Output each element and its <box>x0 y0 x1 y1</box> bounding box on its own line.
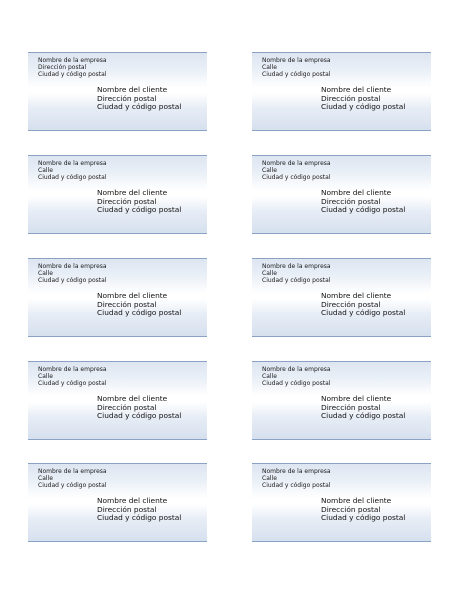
sender-city: Ciudad y código postal <box>38 174 107 181</box>
sender-company: Nombre de la empresa <box>262 468 331 475</box>
sender-street: Calle <box>38 373 53 380</box>
recipient-city: Ciudad y código postal <box>321 308 406 317</box>
recipient-block <box>97 497 181 523</box>
recipient-address: Dirección postal <box>321 196 381 206</box>
recipient-name: Nombre del cliente <box>97 394 168 403</box>
shipping-label[interactable] <box>252 52 431 131</box>
sender-street: Calle <box>262 64 277 71</box>
recipient-block <box>321 395 405 421</box>
recipient-address: Dirección postal <box>97 299 157 309</box>
recipient-city: Ciudad y código postal <box>97 411 182 420</box>
recipient-city: Ciudad y código postal <box>321 205 406 214</box>
sender-company: Nombre de la empresa <box>38 57 107 64</box>
recipient-address: Dirección postal <box>97 93 157 103</box>
recipient-name: Nombre del cliente <box>97 85 168 94</box>
recipient-block <box>97 292 181 318</box>
shipping-label[interactable] <box>28 361 207 440</box>
sender-street: Calle <box>262 270 277 277</box>
sender-company: Nombre de la empresa <box>38 160 107 167</box>
recipient-name: Nombre del cliente <box>321 291 392 300</box>
sender-city: Ciudad y código postal <box>262 174 331 181</box>
shipping-label[interactable] <box>252 155 431 234</box>
sender-block <box>38 366 107 387</box>
sender-city: Ciudad y código postal <box>262 380 331 387</box>
sender-company: Nombre de la empresa <box>262 57 331 64</box>
recipient-block <box>321 292 405 318</box>
shipping-label[interactable] <box>28 52 207 131</box>
sender-block <box>262 366 331 387</box>
sender-block <box>262 468 331 489</box>
sender-city: Ciudad y código postal <box>262 482 331 489</box>
shipping-label[interactable] <box>252 258 431 337</box>
recipient-address: Dirección postal <box>321 504 381 514</box>
recipient-name: Nombre del cliente <box>97 496 168 505</box>
recipient-address: Dirección postal <box>321 299 381 309</box>
recipient-block <box>97 189 181 215</box>
sender-street: Calle <box>262 167 277 174</box>
sender-city: Ciudad y código postal <box>38 482 107 489</box>
sender-company: Nombre de la empresa <box>38 263 107 270</box>
shipping-label[interactable] <box>252 463 431 542</box>
sender-company: Nombre de la empresa <box>38 468 107 475</box>
recipient-city: Ciudad y código postal <box>97 308 182 317</box>
recipient-name: Nombre del cliente <box>97 291 168 300</box>
recipient-block <box>97 86 181 112</box>
recipient-city: Ciudad y código postal <box>97 513 182 522</box>
sender-street: Calle <box>38 475 53 482</box>
sender-block <box>38 57 107 78</box>
sender-street: Calle <box>38 167 53 174</box>
sender-company: Nombre de la empresa <box>262 263 331 270</box>
sender-block <box>262 57 331 78</box>
recipient-name: Nombre del cliente <box>321 85 392 94</box>
sender-block <box>38 160 107 181</box>
sender-city: Ciudad y código postal <box>38 380 107 387</box>
sender-city: Ciudad y código postal <box>262 277 331 284</box>
shipping-label[interactable] <box>28 463 207 542</box>
sender-street: Calle <box>262 373 277 380</box>
shipping-label[interactable] <box>28 155 207 234</box>
recipient-address: Dirección postal <box>321 402 381 412</box>
recipient-address: Dirección postal <box>321 93 381 103</box>
sender-company: Nombre de la empresa <box>262 366 331 373</box>
sender-company: Nombre de la empresa <box>262 160 331 167</box>
recipient-city: Ciudad y código postal <box>97 102 182 111</box>
recipient-city: Ciudad y código postal <box>321 513 406 522</box>
recipient-block <box>97 395 181 421</box>
sender-company: Nombre de la empresa <box>38 366 107 373</box>
shipping-label[interactable] <box>28 258 207 337</box>
recipient-name: Nombre del cliente <box>321 188 392 197</box>
shipping-label[interactable] <box>252 361 431 440</box>
recipient-name: Nombre del cliente <box>321 496 392 505</box>
sender-block <box>262 160 331 181</box>
recipient-address: Dirección postal <box>97 196 157 206</box>
sender-block <box>38 468 107 489</box>
sender-block <box>38 263 107 284</box>
sender-city: Ciudad y código postal <box>262 71 331 78</box>
sender-block <box>262 263 331 284</box>
recipient-city: Ciudad y código postal <box>321 102 406 111</box>
sender-city: Ciudad y código postal <box>38 277 107 284</box>
recipient-address: Dirección postal <box>97 402 157 412</box>
recipient-block <box>321 86 405 112</box>
recipient-address: Dirección postal <box>97 504 157 514</box>
sender-city: Ciudad y código postal <box>38 71 107 78</box>
recipient-city: Ciudad y código postal <box>321 411 406 420</box>
recipient-block <box>321 189 405 215</box>
recipient-block <box>321 497 405 523</box>
recipient-city: Ciudad y código postal <box>97 205 182 214</box>
sender-street: Calle <box>262 475 277 482</box>
recipient-name: Nombre del cliente <box>321 394 392 403</box>
recipient-name: Nombre del cliente <box>97 188 168 197</box>
sender-street: Dirección postal <box>38 64 87 71</box>
sender-street: Calle <box>38 270 53 277</box>
